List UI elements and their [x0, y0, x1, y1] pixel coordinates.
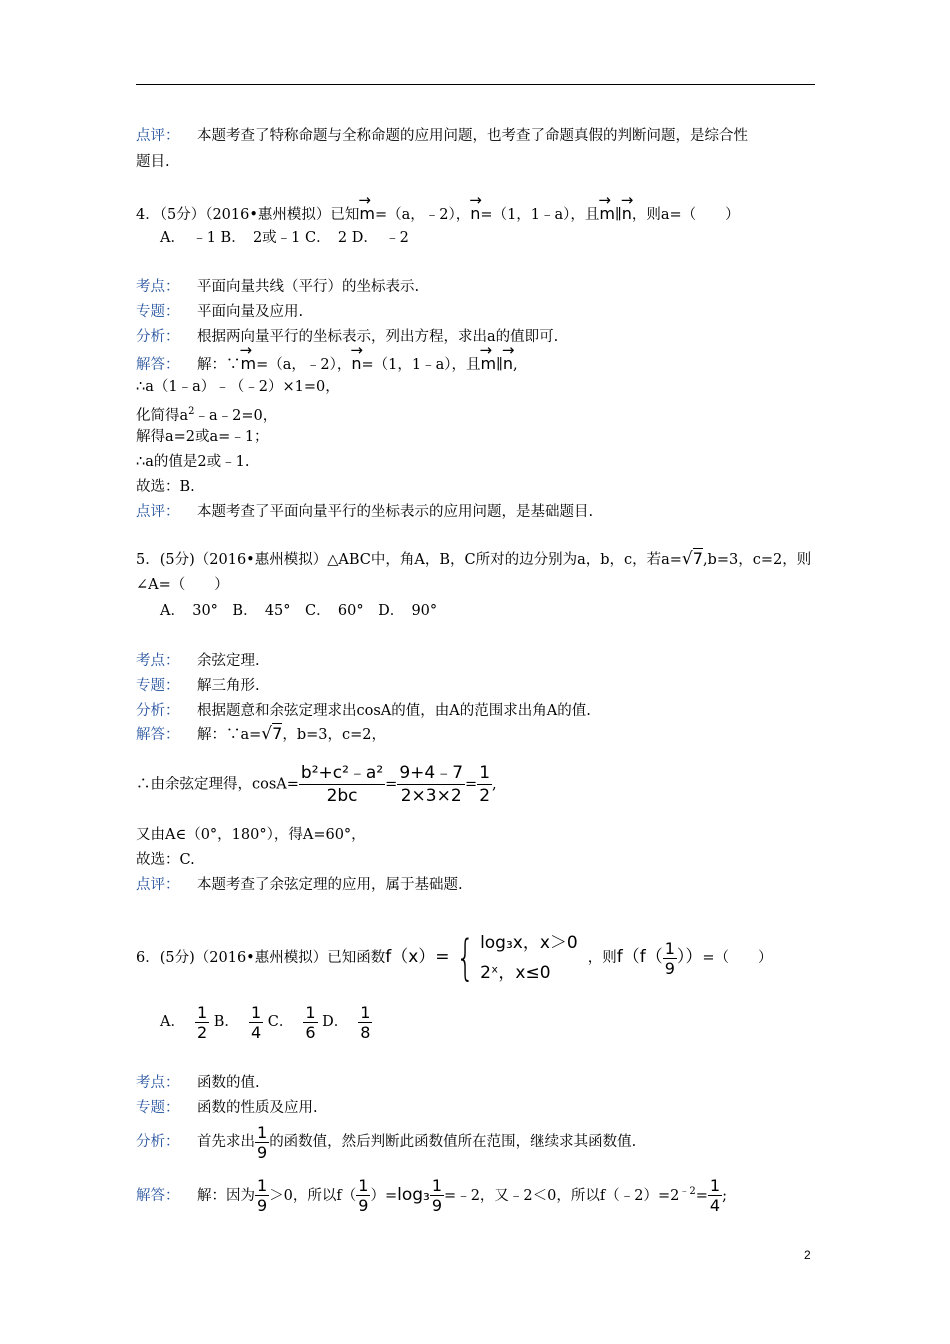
sqrt-symbol: √ — [261, 724, 273, 744]
vector-n: → n — [351, 352, 361, 371]
fraction-one-ninth: $\frac{1}{9}$ — [358, 1176, 369, 1216]
sqrt-arg: 7 — [692, 549, 703, 568]
fraction-one-ninth: $\frac{1}{9}$ — [257, 1176, 268, 1216]
q4-fenxi: 分析： 根据两向量平行的坐标表示，列出方程，求出a的值即可. — [136, 329, 559, 345]
vector-m: → m — [359, 202, 375, 221]
vector-m: → m — [241, 352, 257, 371]
q4-kaodian: 考点： 平面向量共线（平行）的坐标表示. — [136, 279, 420, 295]
q5-comment: 点评： 本题考查了余弦定理的应用，属于基础题. — [136, 877, 463, 893]
vector-m: → m — [599, 202, 615, 221]
q5-jieda: 解答： 解：∵a=√7，b=3，c=2， — [136, 724, 386, 744]
option-a-fraction: $\frac{1}{2}$ — [196, 1002, 208, 1042]
fraction-one-ninth: $\frac{1}{9}$ — [431, 1176, 443, 1216]
sqrt-symbol: √ — [681, 549, 693, 569]
q5-cosine-formula: ∴由余弦定理得，cosA= $\frac{\text{b²+c²﹣a²}}{2bc}$ = $\frac{9+4﹣7}{2\times 3\times 2}$ = $\frac{1}{2}$ , — [136, 763, 497, 806]
q6-fenxi: 分析： 首先求出 $\frac{1}{9}$ 的函数值，然后判断此函数值所在范围，继续求其函数值. — [136, 1122, 637, 1162]
q3-comment-cont: 题目. — [136, 154, 170, 170]
q5-zhuanti: 专题： 解三角形. — [136, 678, 260, 694]
q5-stem-cont: ∠A=（ ） — [136, 577, 229, 593]
q4-step2: 化简得$a^2﹣a﹣2=0$， — [136, 406, 278, 424]
q4-stem: 4．（5分）（2016•惠州模拟）已知→ m=（a，﹣2），→ n=（1，1﹣a），且→ m∥→ n，则a=（ ） — [136, 202, 740, 225]
option-c-fraction: $\frac{1}{6}$ — [305, 1002, 316, 1042]
q5-fenxi: 分析： 根据题意和余弦定理求出cosA的值，由A的范围求出角A的值. — [136, 703, 591, 719]
option-b-fraction: $\frac{1}{4}$ — [250, 1002, 262, 1042]
fraction-result: $\frac{1}{2}$ — [479, 763, 491, 806]
q4-jieda: 解答： 解：∵→ m=（a，﹣2），→ n=（1，1﹣a），且→ m∥→ n, — [136, 352, 518, 375]
piecewise-cases: log₃x，x＞0 2ˣ，x≤0 — [480, 933, 578, 983]
vector-n: → n — [622, 202, 632, 221]
q4-step3: 解得a=2或a=﹣1； — [136, 429, 269, 445]
sqrt-arg: 7 — [272, 724, 283, 743]
q5-choose: 故选：C. — [136, 852, 195, 868]
q4-zhuanti: 专题： 平面向量及应用. — [136, 304, 304, 320]
fraction-one-ninth: $\frac{1}{9}$ — [257, 1122, 268, 1162]
q5-options: A． 30° B． 45° C． 60° D． 90° — [160, 603, 438, 619]
vector-n: → n — [470, 202, 480, 221]
comment-label: 点评： — [136, 128, 180, 144]
q6-stem: 6．(5分)（2016•惠州模拟）已知函数f（x）= { log₃x，x＞0 2ˣ，x≤0 ，则f（f（ $\frac{1}{9}$ ））=（ ） — [136, 930, 773, 986]
fraction-one-fourth: $\frac{1}{4}$ — [709, 1176, 721, 1216]
q4-choose: 故选：B. — [136, 479, 195, 495]
q3-comment: 点评： 本题考查了特称命题与全称命题的应用问题，也考查了命题真假的判断问题，是综合性 — [136, 128, 748, 144]
q6-jieda: 解答： 解：因为 $\frac{1}{9}$ ＞0，所以f（ $\frac{1}{9}$ ）=log₃ $\frac{1}{9}$ =﹣2，又﹣2＜0，所以$f(﹣2)=2^{﹣2}=$ $\frac{1}{4}$ ; — [136, 1176, 727, 1216]
q5-stem: 5．(5分)（2016•惠州模拟）△ABC中，角A，B，C所对的边分别为a，b，c，若a=√7,b=3，c=2，则 — [136, 549, 812, 569]
page-number: 2 — [804, 1248, 811, 1262]
q6-options: A． $\frac{1}{2}$ B． $\frac{1}{4}$ C． $\frac{1}{6}$ D． $\frac{1}{8}$ — [160, 1002, 371, 1042]
option-d-fraction: $\frac{1}{8}$ — [360, 1002, 371, 1042]
q4-options: A． ﹣1 B． 2或﹣1 C． 2 D． ﹣2 — [160, 230, 409, 246]
q5-range: 又由A∈（0°，180°），得A=60°， — [136, 827, 366, 843]
vector-n: → n — [503, 352, 513, 371]
q5-kaodian: 考点： 余弦定理. — [136, 653, 260, 669]
vector-m: → m — [481, 352, 497, 371]
fraction-values: $\frac{9+4﹣7}{2\times 3\times 2}$ — [399, 763, 464, 806]
q4-step4: ∴a的值是2或﹣1. — [136, 454, 250, 470]
fraction-cos: $\frac{\text{b²+c²﹣a²}}{2bc}$ — [300, 763, 384, 806]
q6-kaodian: 考点： 函数的值. — [136, 1075, 260, 1091]
header-rule — [136, 84, 815, 85]
left-brace: { — [455, 930, 474, 986]
q4-step1: ∴a（1﹣a）﹣（﹣2）×1=0， — [136, 379, 340, 395]
fraction-one-ninth: $\frac{1}{9}$ — [664, 938, 675, 978]
q4-comment: 点评： 本题考查了平面向量平行的坐标表示的应用问题，是基础题目. — [136, 504, 594, 520]
q6-zhuanti: 专题： 函数的性质及应用. — [136, 1100, 318, 1116]
